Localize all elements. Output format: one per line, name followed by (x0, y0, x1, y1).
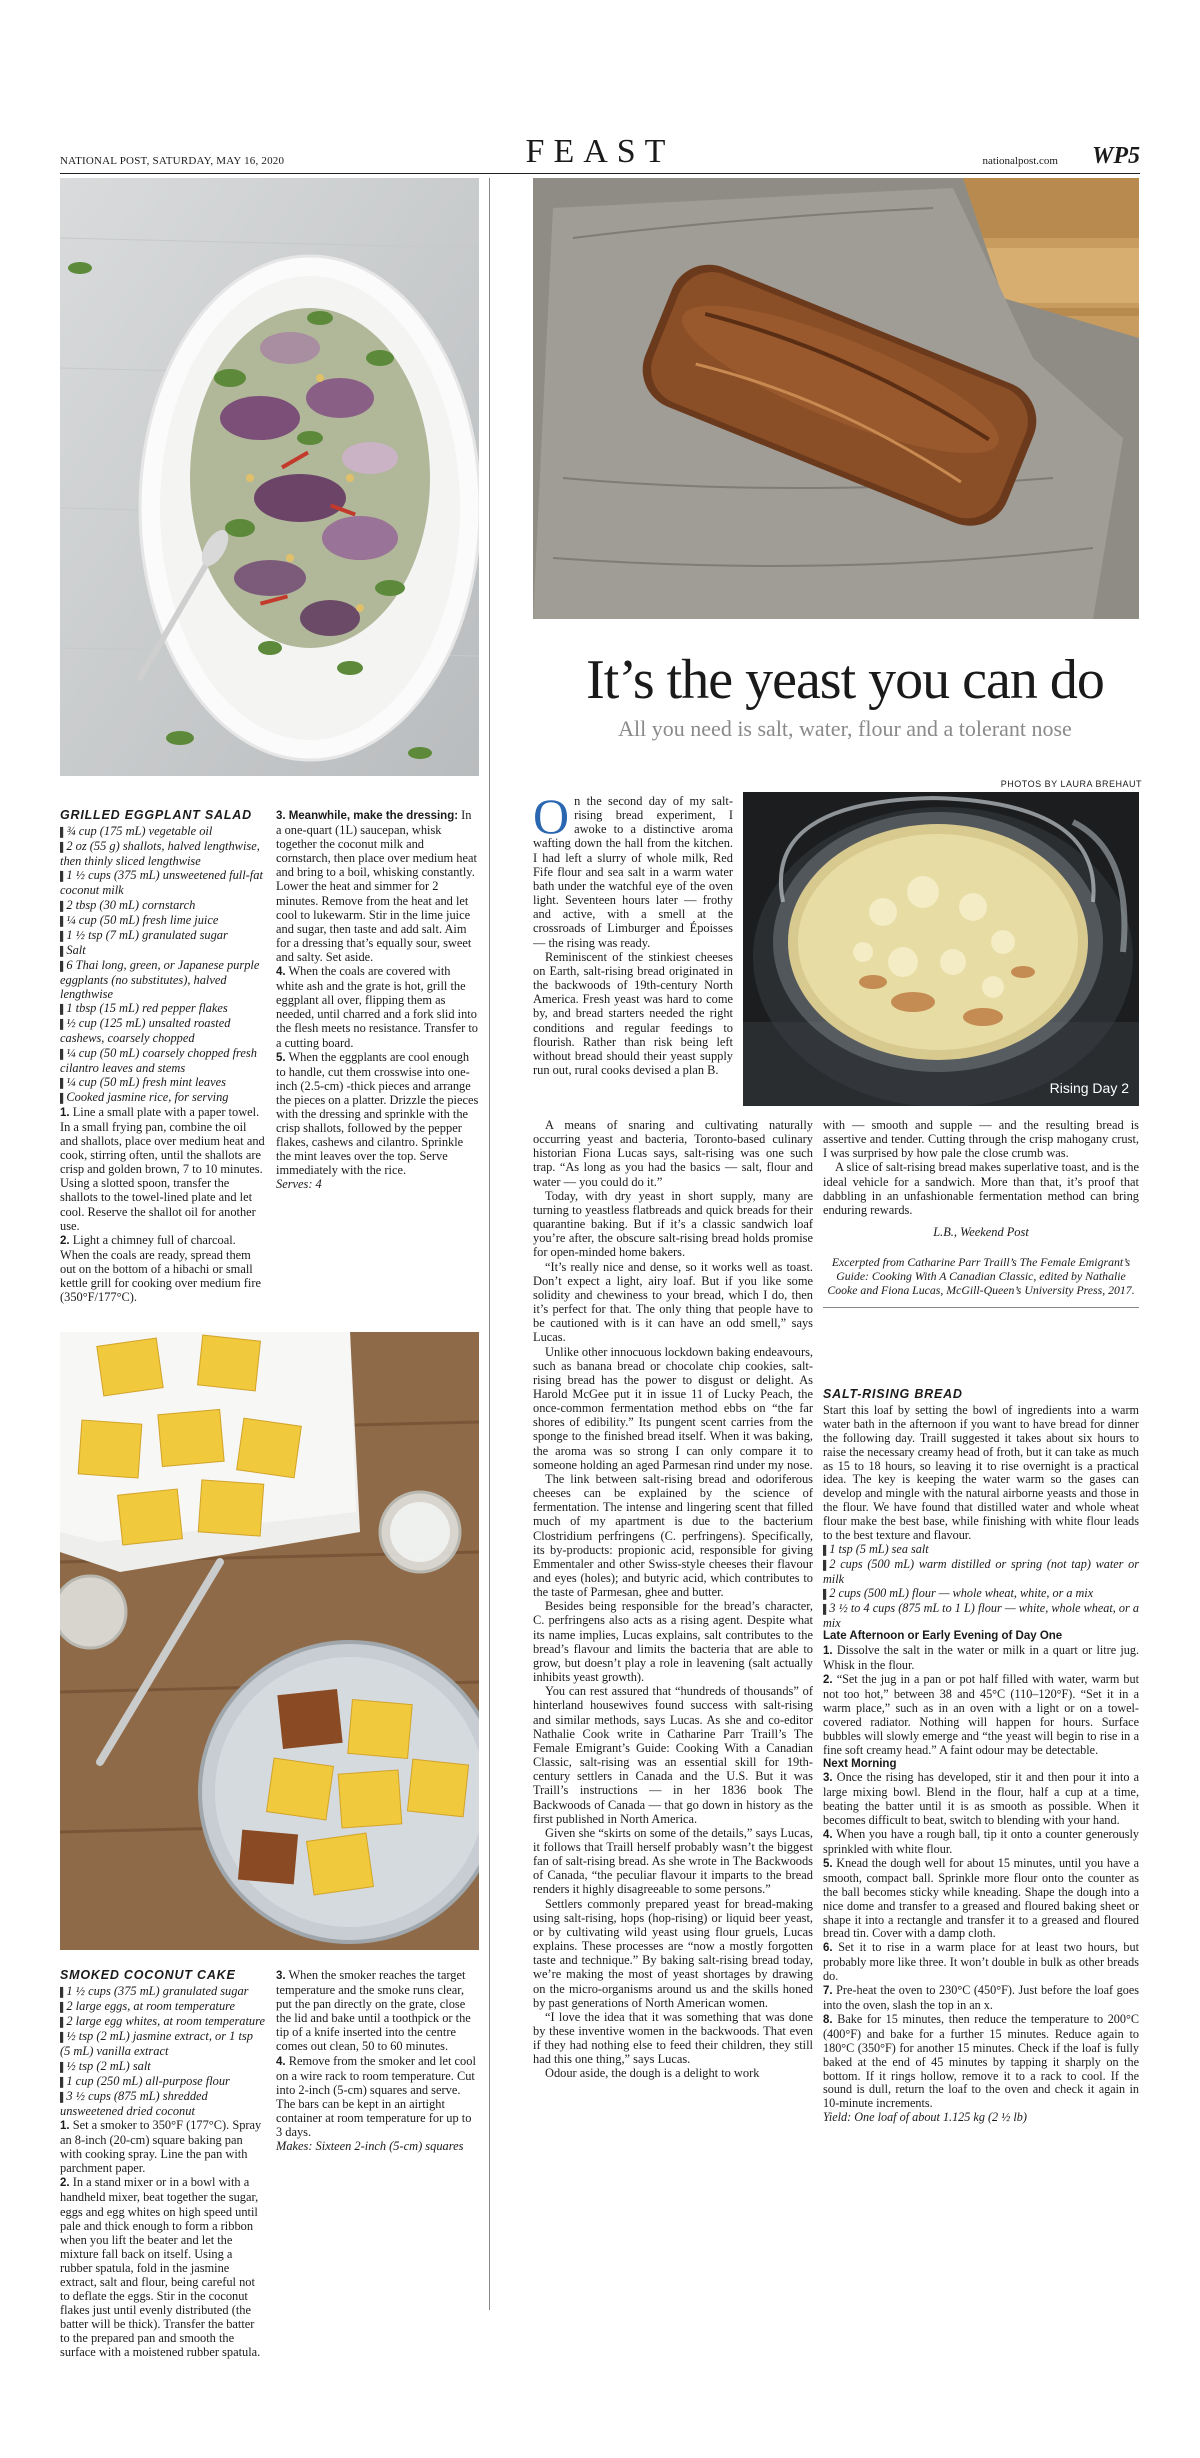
article-paragraph: Given she “skirts on some of the details,” says Lucas, it follows that Traill herself probably wasn’t the biggest fan of salt-rising bread. As she wrote in The Backwoods of Canada, “the peculiar flavour it imparts to the bread renders it highly disagreeable to some persons.” (533, 1825, 813, 1897)
ingredient: ▌ ½ tsp (2 mL) salt (60, 2059, 265, 2074)
salt-rising-intro: Start this loaf by setting the bowl of ingredients into a warm water bath in the afternoon if you want to have bread for dinner the following day. Traill suggested it takes about six hours to raise the necessary creamy head of froth, but it can take as much as 15 to 18 hours, so leaving it to rise overnight is a practical idea. The key is keeping the water warm so the gases can develop and mingle with the natural airborne yeasts and those in the flour. We have found that distilled water and whole wheat flour make the best base, while finishing with white flour leads to the best texture and flavour. (823, 1402, 1139, 1543)
article-paragraph: Unlike other innocuous lockdown baking endeavours, such as banana bread or chocolate chip cookies, salt-rising bread has the power to disgust or delight. As Harold McGee put it in issue 11 of Lucky Peach, the once-common fermentation method ebbs on “the far shores of edibility.” Its pungent scent carries from the sponge to the finished bread itself. When it was baking, the aroma was so strong I can only compare it to someone holding an aged Parmesan rind under my nose. (533, 1344, 813, 1472)
recipe-step: 1. Dissolve the salt in the water or milk in a quart or litre jug. Whisk in the flour. (823, 1643, 1140, 1673)
ingredient: ▌ ¾ cup (175 mL) vegetable oil (60, 824, 265, 839)
paper-date: NATIONAL POST, SATURDAY, MAY 16, 2020 (60, 155, 285, 167)
ingredient: ▌ 1 ½ cups (375 mL) unsweetened full-fat coconut milk (60, 868, 265, 897)
excerpt-note: Excerpted from Catharine Parr Traill’s The Female Emigrant’s Guide: Cooking With A Canadian Classic, edited by Nathalie Cooke and Fiona Lucas, McGill-Queen’s University Press, 2017. (823, 1245, 1139, 1308)
recipe-step: 3. When the smoker reaches the target temperature and the smoke runs clear, put the pan directly on the grate, close the lid and bake until a toothpick or the tip of a knife inserted into the centre comes out clean, 50 to 60 minutes. (276, 1968, 471, 2054)
eggplant-salad-photo (60, 178, 479, 776)
page-number: WP5 (1092, 143, 1140, 169)
ingredient: ▌ 1 ½ tsp (7 mL) granulated sugar (60, 928, 265, 943)
article-paragraph: Odour aside, the dough is a delight to work (545, 2066, 760, 2081)
article-paragraph: Today, with dry yeast in short supply, many are turning to yeastless flatbreads and quick breads for their quarantine baking. But if it’s a classic sandwich loaf you’re after, the obscure salt-rising bread holds promise for open-minded home bakers. (533, 1188, 813, 1260)
article-deck: All you need is salt, water, flour and a tolerant nose (618, 716, 1072, 741)
article-paragraph: “I love the idea that it was something that was done by these inventive women in the backwoods. That even if they had nothing else to feed their children, they still had this one thing,” says Lucas. (533, 2009, 813, 2067)
article-col2 (533, 1118, 813, 2320)
coconut-recipe-col2 (276, 1968, 480, 2153)
recipe-step: 4. When the coals are covered with white ash and the grate is hot, grill the eggplant all over, flipping them as needed, until charred and a fork slid into the flesh meets no resistance. Transfer to a cutting board. (276, 964, 478, 1050)
recipe-step: 1. Set a smoker to 350°F (177°C). Spray an 8-inch (20-cm) square baking pan with cooking spray. Line the pan with parchment paper. (60, 2117, 262, 2176)
recipe-step: 5. Knead the dough well for about 15 minutes, until you have a smooth, compact ball. Sprinkle more flour onto the counter as the ball becomes sticky while kneading. Shape the dough into a nice dome and transfer to a greased and floured baking sheet or shape it into a rectangle and transfer it to a greased and floured bread tin. Cover with a damp cloth. (823, 1855, 1140, 1941)
salt-rising-title: SALT-RISING BREAD (823, 1387, 963, 1401)
article-paragraph: On the second day of my salt-rising bread experiment, I awoke to a distinctive aroma wafting down the hall from the kitchen. I had left a slurry of whole milk, Red Fife flour and sea salt in a warm water bath under the watchful eye of the oven light. Seventeen hours later — frothy and active, with a smell at the crossroads of Limburger and Époisses — the rising was ready. (533, 794, 733, 950)
recipe-step: 3. Once the rising has developed, stir it and then pour it into a large mixing bowl. Blend in the flour, half a cup at a time, beating the batter until it is as smooth as possible. When it becomes difficult to beat, switch to blending with your hand. (823, 1770, 1140, 1828)
section-title: FEAST (525, 133, 675, 170)
eggplant-recipe-title: GRILLED EGGPLANT SALAD (60, 808, 252, 822)
article-paragraph: Reminiscent of the stinkiest cheeses on Earth, salt-rising bread originated in the backwoods of 19th-century North America. Fresh yeast was hard to come by, and bread starters needed the right conditions and regular feedings to flourish. Rather than risk being left without bread should their yeast supply run out, rural cooks devised a plan B. (533, 949, 733, 1077)
recipe-step: 5. When the eggplants are cool enough to handle, cut them crosswise into one-inch (2.5-cm) -thick pieces and arrange the pieces on a platter. Drizzle the pieces with the dressing and sprinkle with the crisp shallots, followed by the pepper flakes, cashews and cilantro. Sprinkle the mint leaves over the top. Serve immediately with the rice. (276, 1049, 479, 1178)
ingredient: ▌ 2 oz (55 g) shallots, halved lengthwise, then thinly sliced lengthwise (60, 839, 265, 868)
recipe-yield: Yield: One loaf of about 1.125 kg (2 ½ lb) (823, 2110, 1027, 2125)
recipe-step: 2. Light a chimney full of charcoal. When the coals are ready, spread them out on the bottom of a hibachi or small kettle grill for cooking over medium fire (350°F/177°C). (60, 1232, 261, 1305)
recipe-step: 4. When you have a rough ball, tip it onto a counter generously sprinkled with white flour. (823, 1827, 1139, 1856)
photo-caption: Rising Day 2 (1049, 1080, 1129, 1096)
column-divider (489, 178, 490, 2310)
ingredient: ▌ 1 ½ cups (375 mL) granulated sugar (60, 1984, 265, 1999)
coconut-cake-photo (60, 1332, 479, 1950)
ingredient: ▌ 3 ½ to 4 cups (875 mL to 1 L) flour — white, whole wheat, or a mix (823, 1602, 1139, 1631)
eggplant-recipe-col2 (276, 808, 480, 1192)
ingredient: ▌ 1 tsp (5 mL) sea salt (823, 1543, 1139, 1558)
recipe-step: 8. Bake for 15 minutes, then reduce the temperature to 200°C (400°F) and bake for a further 15 minutes. Reduce again to 180°C (350°F) for another 15 minutes. Check if the loaf is fully baked at the end of 45 minutes by tapping it sharply on the bottom. If it rings hollow, remove it to a rack to cool. If the sound is dull, return the loaf to the oven and check it again in 10-minute increments. (823, 2011, 1140, 2111)
ingredient: ▌ ¼ cup (50 mL) fresh lime juice (60, 913, 265, 928)
ingredient: ▌ 2 tbsp (30 mL) cornstarch (60, 898, 265, 913)
page-header (60, 132, 1140, 174)
recipe-makes: Makes: Sixteen 2-inch (5-cm) squares (276, 2139, 464, 2154)
eggplant-recipe-col1 (60, 808, 265, 1304)
drop-cap: O (533, 794, 570, 844)
ingredient: ▌ 3 ½ cups (875 mL) shredded unsweetened dried coconut (60, 2089, 265, 2118)
ingredient: ▌ Cooked jasmine rice, for serving (60, 1090, 265, 1105)
ingredient: ▌ 1 cup (250 mL) all-purpose flour (60, 2074, 265, 2089)
recipe-step: 2. “Set the jug in a pan or pot half filled with water, warm but not too hot,” between 38 and 45°C (110–120°F). “Set it in a warm place,” such as in an oven with a light or on a towel-covered radiator. Nothing will happen for hours. Surface bubbles will slowly emerge and “the yeast will begin to rise in a fine soft creamy head.” A faint odour may be detectable. (823, 1672, 1139, 1757)
recipe-subhead: Next Morning (823, 1757, 897, 1770)
recipe-step: 3. Meanwhile, make the dressing: In a one-quart (1L) saucepan, whisk together the coconut milk and cornstarch, then place over medium heat and bring to a boil, whisking constantly. Lower the heat and simmer for 2 minutes. Remove from the heat and let cool to lukewarm. Stir in the lime juice and sugar, then taste and add salt. Aim for a dressing that’s equally sour, sweet and salty. Set aside. (276, 808, 477, 964)
recipe-step: 4. Remove from the smoker and let cool on a wire rack to room temperature. Cut into 2-inch (5-cm) squares and serve. The bars can be kept in an airtight container at room temperature for up to 3 days. (276, 2053, 476, 2140)
ingredient: ▌ ¼ cup (50 mL) fresh mint leaves (60, 1075, 265, 1090)
ingredient: ▌ Salt (60, 943, 265, 958)
article-paragraph: The link between salt-rising bread and odoriferous cheeses can be explained by the science of fermentation. The intense and lingering scent that filled much of my apartment is due to the bacterium Clostridium perfringens (C. perfringens). Specifically, its by-products: propionic acid, responsible for giving Emmentaler and other Swiss-style cheeses their flavour and eyes (holes); and butyric acid, which contributes to the taste of Parmesan, ghee and butter. (533, 1471, 813, 1600)
ingredient: ▌ 6 Thai long, green, or Japanese purple eggplants (no substitutes), halved lengthwise (60, 958, 265, 1001)
salt-rising-recipe (823, 1388, 1139, 2125)
article-paragraph: A means of snaring and cultivating naturally occurring yeast and bacteria, Toronto-based culinary historian Fiona Lucas says, salt-rising was one such trap. “As long as you had the basics — salt, flour and water — you could do it.” (533, 1118, 813, 1189)
recipe-serves: Serves: 4 (276, 1177, 322, 1192)
ingredient: ▌ ½ tsp (2 mL) jasmine extract, or 1 tsp (5 mL) vanilla extract (60, 2029, 265, 2058)
ingredient: ▌ 2 large egg whites, at room temperature (60, 2014, 265, 2029)
site-link[interactable]: nationalpost.com (982, 155, 1058, 167)
article-headline: It’s the yeast you can do (586, 649, 1104, 711)
article-col3 (823, 1118, 1139, 1308)
article-paragraph: A slice of salt-rising bread makes superlative toast, and is the ideal vehicle for a sandwich. More than that, it’s proof that dabbling in an unfashionable fermentation method can bring enduring rewards. (823, 1160, 1139, 1217)
bread-loaf-photo (533, 178, 1139, 619)
ingredient: ▌ ¼ cup (50 mL) coarsely chopped fresh cilantro leaves and stems (60, 1046, 265, 1075)
coconut-recipe-title: SMOKED COCONUT CAKE (60, 1968, 236, 1982)
rising-jug-photo (743, 792, 1139, 1106)
article-paragraph: with — smooth and supple — and the resulting bread is assertive and tender. Cutting through the crisp mahogany crust, I was surprised by how pale the close crumb was. (823, 1118, 1139, 1161)
coconut-recipe-col1 (60, 1968, 265, 2360)
article-paragraph: Besides being responsible for the bread’s character, C. perfringens also acts as a rising agent. Despite what its name implies, Lucas explains, salt contributes to the bread’s flavour and limits the bacteria that are able to grow, but doesn’t play a role in leavening (salt actually inhibits yeast growth). (533, 1599, 813, 1685)
recipe-subhead: Late Afternoon or Early Evening of Day One (823, 1630, 1063, 1643)
article-paragraph: You can rest assured that “hundreds of thousands” of hinterland housewives found success with salt-rising and similar methods, says Lucas. As she and co-editor Nathalie Cook write in Catharine Parr Traill’s The Female Emigrant’s Guide: Cooking With a Canadian Classic, salt-rising was an essential skill for 19th-century settlers in Canada and the U.S. But it was Traill’s instructions — in her 1836 book The Backwoods of Canada — that go down in history as the first published in North America. (533, 1684, 813, 1826)
ingredient: ▌ 2 cups (500 mL) warm distilled or spring (not tap) water or milk (823, 1558, 1139, 1587)
recipe-step: 7. Pre-heat the oven to 230°C (450°F). Just before the loaf goes into the oven, slash the top in an x. (823, 1983, 1140, 2012)
ingredient: ▌ 2 cups (500 mL) flour — whole wheat, white, or a mix (823, 1587, 1139, 1602)
article-paragraph: Settlers commonly prepared yeast for bread-making using salt-rising, hops (hop-rising) or liquid beer yeast, or by cultivating wild yeast using flour gruels, Lucas explains. These processes are “now a mostly forgotten taste and technique.” By baking salt-rising bread today, we’re making the most of yeast shortages by drawing on the micro-organisms around us and the skills honed by past generations of North American women. (533, 1896, 813, 2010)
recipe-step: 2. In a stand mixer or in a bowl with a handheld mixer, beat together the sugar, eggs and egg whites on high speed until pale and thick enough to form a ribbon when you lift the beater and let the mixture fall back on itself. Using a rubber spatula, fold in the jasmine extract, salt and flour, being careful not to deflate the eggs. Stir in the coconut flakes just until evenly distributed (the batter will be thick). Transfer the batter to the prepared pan and smooth the surface with a moistened rubber spatula. (60, 2175, 261, 2360)
ingredient: ▌ ½ cup (125 mL) unsalted roasted cashews, coarsely chopped (60, 1016, 265, 1045)
recipe-step: 6. Set it to rise in a warm place for at least two hours, but probably more like three. It won’t double in bulk as other breads do. (823, 1940, 1140, 1984)
recipe-step: 1. Line a small plate with a paper towel. In a small frying pan, combine the oil and shallots, place over medium heat and cook, stirring often, until the shallots are crisp and golden brown, 7 to 10 minutes. Using a slotted spoon, transfer the shallots to the towel-lined plate and let cool. Reserve the shallot oil for another use. (60, 1104, 265, 1233)
ingredient: ▌ 2 large eggs, at room temperature (60, 1999, 265, 2014)
photo-credit: PHOTOS BY LAURA BREHAUT (1000, 779, 1142, 789)
article-paragraph: “It’s really nice and dense, so it works well as toast. Don’t expect a light, airy loaf. But if you like some solidity and chewiness to your bread, which I do, then it’s perfect for that. The only thing that people have to be cautioned with is it can have an odd smell,” says Lucas. (533, 1259, 813, 1345)
ingredient: ▌ 1 tbsp (15 mL) red pepper flakes (60, 1001, 265, 1016)
article-signature: L.B., Weekend Post (933, 1225, 1029, 1240)
